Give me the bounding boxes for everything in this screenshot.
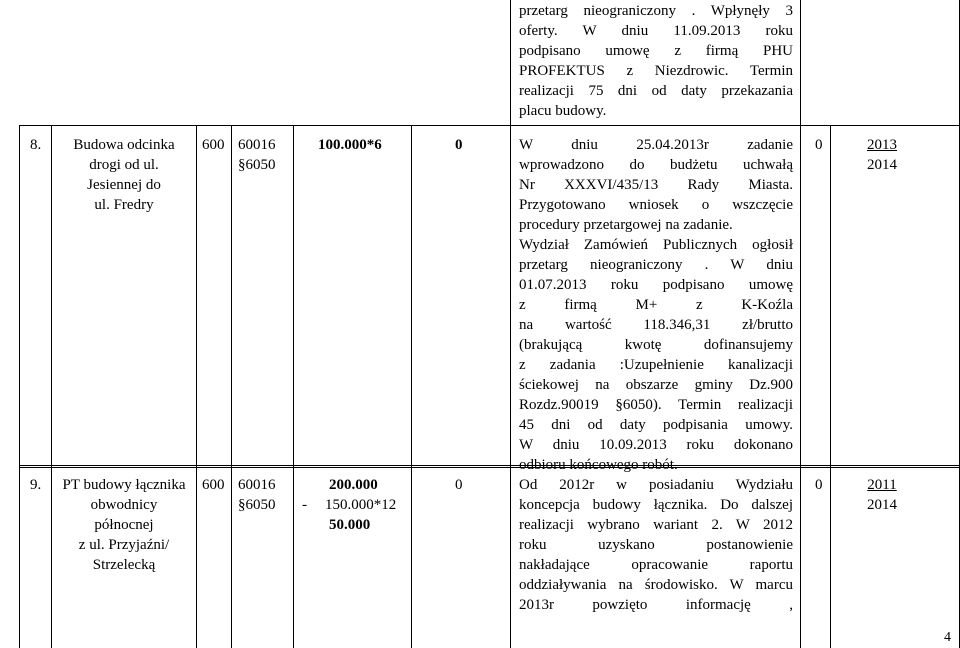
desc-line: z zadania :Uzupełnienie kanalizacji [519, 357, 793, 373]
paragraf-code: §6050 [238, 157, 276, 173]
top-desc-line: podpisano umowę z firmą PHU [519, 43, 793, 59]
desc-line: 01.07.2013 roku podpisano umowę [519, 277, 793, 293]
row8-last-zero: 0 [815, 137, 823, 153]
row9-amount-sub: 150.000*12 [325, 497, 397, 513]
row9-task-name [52, 475, 196, 575]
row8-zero: 0 [455, 137, 463, 153]
row8-task-name [52, 135, 196, 215]
row8-number: 8. [30, 137, 42, 153]
desc-line: z firmą M+ z K-Koźla [519, 297, 793, 313]
task-name-line: PT budowy łącznika [62, 477, 186, 493]
desc-line: wprowadzono do budżetu uchwałą [519, 157, 793, 173]
row9-description [519, 475, 793, 615]
row9-amount-minus: - [302, 497, 307, 513]
desc-line: Wydział Zamówień Publicznych ogłosił [519, 237, 793, 253]
row9-rozdzial [238, 475, 276, 515]
desc-line: przetarg nieograniczony . W dniu [519, 257, 793, 273]
row9-years [852, 475, 912, 515]
year-end: 2014 [867, 497, 897, 513]
row8-rozdzial [238, 135, 276, 175]
desc-line: W dniu 10.09.2013 roku dokonano [519, 437, 793, 453]
desc-line: W dniu 25.04.2013r zadanie [519, 137, 793, 153]
rozdzial-code: 60016 [238, 477, 276, 493]
task-name-line: północnej [94, 517, 154, 533]
rule-row8-top [19, 125, 960, 126]
task-name-line: Budowa odcinka [73, 137, 175, 153]
year-start: 2013 [867, 137, 897, 153]
desc-line: na wartość 118.346,31 zł/brutto [519, 317, 793, 333]
rule-col-zero [411, 125, 412, 648]
desc-line: realizacji wybrano wariant 2. W 2012 [519, 517, 793, 533]
row9-amount-rest: 50.000 [329, 517, 371, 533]
task-name-line: Jesiennej do [87, 177, 161, 193]
row8-description [519, 135, 793, 475]
top-desc-line: oferty. W dniu 11.09.2013 roku [519, 23, 793, 39]
desc-line: 2013r powzięto informację , [519, 597, 793, 613]
desc-line: nakładające opracowanie raportu [519, 557, 793, 573]
desc-line: Od 2012r w posiadaniu Wydziału [519, 477, 793, 493]
page-number: 4 [944, 630, 951, 645]
desc-line: roku uzyskano postanowienie [519, 537, 793, 553]
year-end: 2014 [867, 157, 897, 173]
desc-line: Rozdz.90019 §6050). Termin realizacji [519, 397, 793, 413]
row8-dzial: 600 [202, 137, 225, 153]
rozdzial-code: 60016 [238, 137, 276, 153]
row9-number: 9. [30, 477, 42, 493]
top-desc-line: placu budowy. [519, 103, 607, 119]
desc-line: (brakującą kwotę dofinansujemy [519, 337, 793, 353]
paragraf-code: §6050 [238, 497, 276, 513]
rule-col-years [830, 125, 831, 648]
rule-col-amount [293, 125, 294, 648]
desc-line: procedury przetargowej na zadanie. [519, 217, 733, 233]
rule-col-dzial [196, 125, 197, 648]
rule-left [19, 125, 20, 648]
top-desc-line: przetarg nieograniczony . Wpłynęły 3 [519, 3, 793, 19]
desc-line: ściekowej na obszarze gminy Dz.900 [519, 377, 793, 393]
task-name-line: ul. Fredry [94, 197, 154, 213]
task-name-line: obwodnicy [90, 497, 158, 513]
rule-col-lastzero [800, 0, 801, 648]
top-desc-line: PROFEKTUS z Niezdrowic. Termin [519, 63, 793, 79]
desc-line: koncepcja budowy łącznika. Do dalszej [519, 497, 793, 513]
row9-amount-total: 200.000 [329, 477, 378, 493]
desc-line: 45 dni od daty podpisania umowy. [519, 417, 793, 433]
rule-row8-bottom [19, 465, 960, 466]
task-name-line: Strzelecką [92, 557, 156, 573]
task-name-line: z ul. Przyjaźni/ [78, 537, 170, 553]
desc-line: odbioru końcowego robót. [519, 457, 678, 473]
year-start: 2011 [867, 477, 897, 493]
rule-col-desc [510, 0, 511, 648]
row9-zero: 0 [455, 477, 463, 493]
desc-line: oddziaływania na środowisko. W marcu [519, 577, 793, 593]
rule-row8-bottom-2 [19, 467, 960, 468]
row9-dzial: 600 [202, 477, 225, 493]
desc-line: Przygotowano wniosek o wszczęcie [519, 197, 793, 213]
desc-line: Nr XXXVI/435/13 Rady Miasta. [519, 177, 793, 193]
row9-last-zero: 0 [815, 477, 823, 493]
top-desc-line: realizacji 75 dni od daty przekazania [519, 83, 793, 99]
task-name-line: drogi od ul. [89, 157, 159, 173]
row8-years [852, 135, 912, 175]
top-description [519, 1, 793, 121]
row8-amount: 100.000*6 [318, 137, 382, 153]
rule-col-rozdz [231, 125, 232, 648]
